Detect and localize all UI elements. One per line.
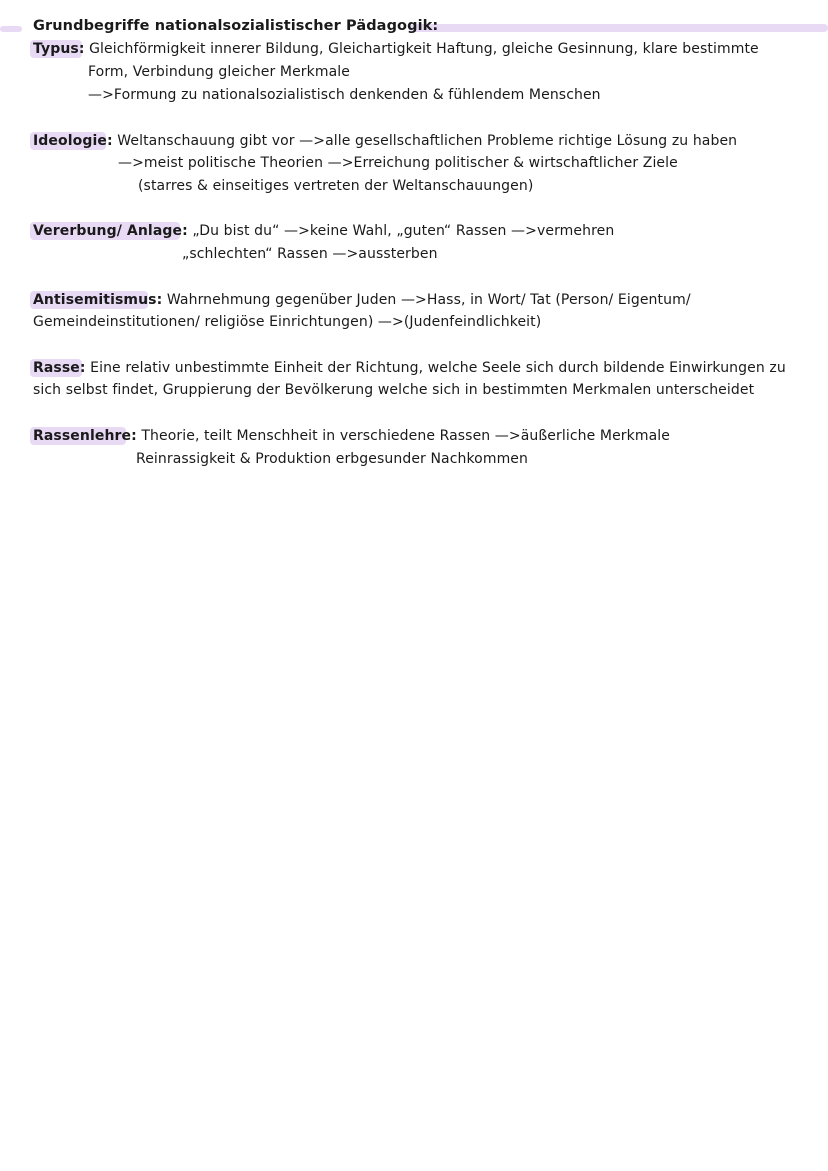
page-title: Grundbegriffe nationalsozialistischer Pädagogik: xyxy=(33,18,439,34)
rassenlehre-line-2: Reinrassigkeit & Produktion erbgesunder Nachkommen xyxy=(136,451,528,467)
ideologie-definition: Weltanschauung gibt vor —>alle gesellschaftlichen Probleme richtige Lösung zu haben xyxy=(112,133,738,149)
rasse-line-1 xyxy=(33,358,786,378)
ideologie-line-3: (starres & einseitiges vertreten der Weltanschauungen) xyxy=(138,178,534,194)
antisemitismus-definition: Wahrnehmung gegenüber Juden —>Hass, in Wort/ Tat (Person/ Eigentum/ xyxy=(162,292,691,308)
rassenlehre-line-1 xyxy=(33,426,670,446)
typus-line-2: Form, Verbindung gleicher Merkmale xyxy=(88,64,350,80)
ideologie-term: Ideologie: xyxy=(33,133,113,149)
typus-line-1 xyxy=(33,39,759,59)
title-highlight-left xyxy=(0,26,22,32)
vererbung-definition: „Du bist du“ —>keine Wahl, „guten“ Rassen —>vermehren xyxy=(187,223,615,239)
typus-term: Typus: xyxy=(33,41,85,57)
vererbung-line-2: „schlechten“ Rassen —>aussterben xyxy=(182,246,438,262)
ideologie-line-2: —>meist politische Theorien —>Erreichung politischer & wirtschaftlicher Ziele xyxy=(118,155,678,171)
rassenlehre-definition: Theorie, teilt Menschheit in verschiedene Rassen —>äußerliche Merkmale xyxy=(136,428,670,444)
antisemitismus-line-2: Gemeindeinstitutionen/ religiöse Einrichtungen) —>(Judenfeindlichkeit) xyxy=(33,314,542,330)
ideologie-line-1 xyxy=(33,131,737,151)
typus-definition: Gleichförmigkeit innerer Bildung, Gleichartigkeit Haftung, gleiche Gesinnung, klare bestimmte xyxy=(84,41,759,57)
vererbung-term: Vererbung/ Anlage: xyxy=(33,223,188,239)
rassenlehre-term: Rassenlehre: xyxy=(33,428,137,444)
antisemitismus-term: Antisemitismus: xyxy=(33,292,163,308)
typus-line-3: —>Formung zu nationalsozialistisch denkenden & fühlendem Menschen xyxy=(88,87,601,103)
antisemitismus-line-1 xyxy=(33,290,691,310)
rasse-line-2: sich selbst findet, Gruppierung der Bevölkerung welche sich in bestimmten Merkmalen unterscheidet xyxy=(33,382,755,398)
title-highlight-right xyxy=(410,24,828,32)
vererbung-line-1 xyxy=(33,221,614,241)
rasse-definition: Eine relativ unbestimmte Einheit der Richtung, welche Seele sich durch bildende Einwirkungen zu xyxy=(85,360,786,376)
rasse-term: Rasse: xyxy=(33,360,86,376)
